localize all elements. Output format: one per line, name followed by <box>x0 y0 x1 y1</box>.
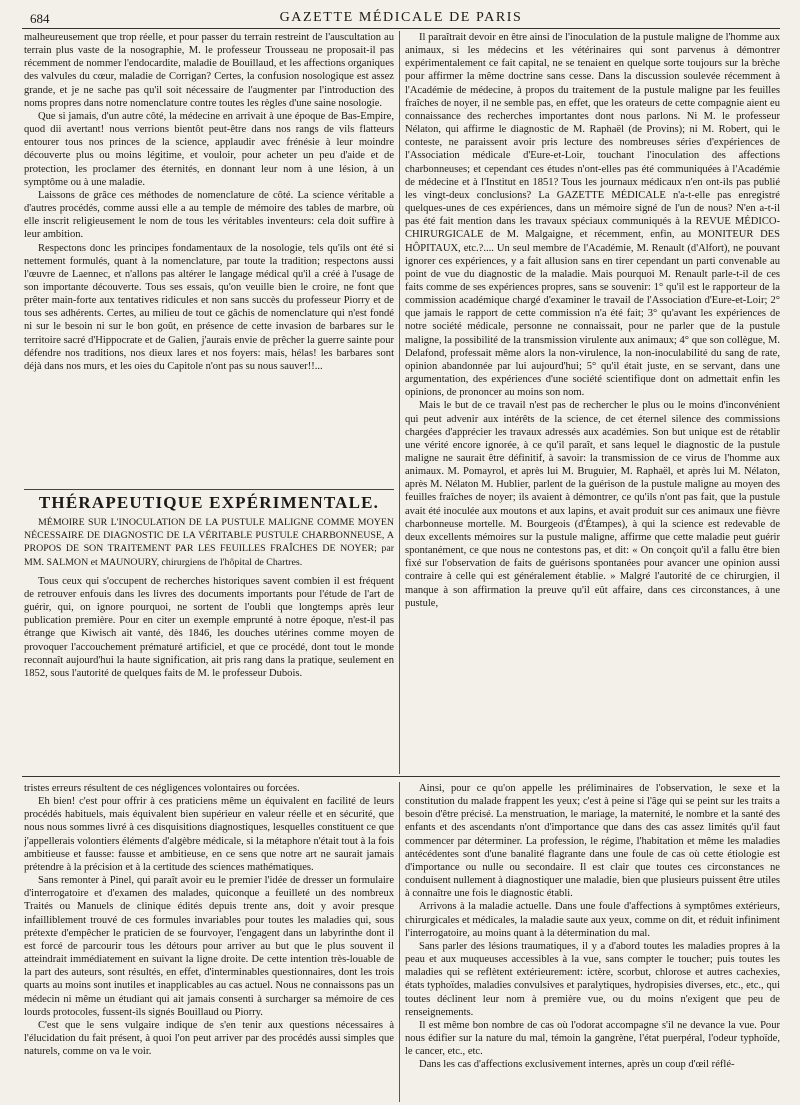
page-header <box>22 6 780 29</box>
section-title: THÉRAPEUTIQUE EXPÉRIMENTALE. <box>38 493 380 512</box>
section-separator <box>24 489 394 490</box>
running-title: GAZETTE MÉDICALE DE PARIS <box>279 10 523 25</box>
paragraph: Tous ceux qui s'occupent de recherches historiques savent combien il est fréquent de retrouver enfouis dans les livres des documents importants pour l'étude de l'art de guérir, qui, on ignore pourquoi, ne sortent de l'oubli que longtemps après leur publication première. Pour en citer un exemple emprunté à notre époque, n'est-il pas étrange que Kiwisch ait vanté, dès 1846, les douches utérines comme moyen de provoquer l'accouchement prématuré artificiel, et que ce procédé, dont tout le monde reconnaît aujourd'hui la haute signification, ait pris rang dans la pratique, seulement en 1852, sous l'autorité de quelques faits de M. le professeur Dubois. <box>24 575 394 679</box>
paragraph: Que si jamais, d'un autre côté, la médecine en arrivait à une époque de Bas-Empire, quod dii avertant! nous verrions bientôt peut-être dans nos rangs de vils flatteurs entourer tous nos princes de la science, applaudir avec frénésie à leur moindre découverte plus ou moins légitime, et vouloir, pour acheter un peu d'aide et de protection, les proclamer des éternités, en donnant leur nom à une lésion, à un symptôme ou à une maladie. <box>24 110 394 188</box>
paragraph: Mais le but de ce travail n'est pas de rechercher le plus ou le moins d'inconvénient qui peut advenir aux intérêts de la science, de cet éternel silence des commissions chargées d'apprécier les travaux adressés aux académies. Son but unique est de rétablir une vérité encore ignorée, à ce qu'il paraît, et sans lequel le diagnostic de la pustule maligne ne saurait être définitif, à savoir: la transmission de ce virus de l'homme aux animaux. M. Pomayrol, et après lui M. Bruguier, M. Raphaël, et après lui M. Nélaton, après M. Nélaton M. Hublier, parlent de la guérison de la pustule maligne au moyen des feuilles fraîches de noyer; ils avaient à démontrer, ce qu'ils n'ont pas fait, que la pustule avait été inoculée aux moutons et aux lapins, et avait produit sur ces animaux une fièvre charbonneuse mortelle. M. Bourgeois (d'Étampes), à qui la science est redevable de deux excellents mémoires sur la pustule maligne, affirme que cette maladie peut guérir spontanément, ce que nous ne contestons pas, et dit: « On conçoit qu'il a fallu être bien fixé sur l'observation de faits de guérisons spontanées pour avancer une opinion aussi contraire à celle qui est généralement établie. » Malgré l'autorité de ce chirurgien, il manque à son affirmation la preuve qu'il eût affaire, dans ces circonstances, à une pustule, <box>405 400 780 609</box>
column-divider <box>399 782 400 1102</box>
page-horizontal-rule <box>22 776 780 777</box>
paragraph: Arrivons à la maladie actuelle. Dans une foule d'affections à symptômes extérieurs, chirurgicales et médicales, la maladie saute aux yeux, comme on dit, et réduit infiniment l'interrogatoire, au moins quant à la détermination du mal. <box>405 901 780 939</box>
paragraph: tristes erreurs résultent de ces négligences volontaires ou forcées. <box>24 783 300 794</box>
column-upper-right <box>405 31 780 774</box>
page-number: 684 <box>30 11 50 26</box>
paragraph: Laissons de grâce ces méthodes de nomenclature de côté. La science véritable a d'autres procédés, comme aussi elle a au temple de mémoire des tables de marbre, où elle inscrit religieusement le nom de tous les véritables inventeurs: cela doit suffire à leur ambition. <box>24 189 394 241</box>
paragraph: Il paraîtrait devoir en être ainsi de l'inoculation de la pustule maligne de l'homme aux animaux, si les médecins et les vétérinaires qui sont parvenus à démontrer expérimentalement ce fait capital, ne se tenaient en quelque sorte toujours sur la brèche pour affirmer la même doctrine sans cesse. Dans la discussion soulevée récemment à l'Académie de médecine, à propos du traitement de la pustule maligne par les feuilles fraîches de noyer, il ne semble pas, en effet, que les orateurs de cette compagnie aient eu connaissance des recherches importantes dont nous parlons. Ni M. le professeur Nélaton, qui affirme le diagnostic de M. Raphaël (de Provins); ni M. Robert, qui le conteste, ne paraissent avoir pris lecture des nombreuses séries d'expériences de l'Association médicale d'Eure-et-Loir, touchant l'inoculation des affections charbonneuses; et cependant ces études n'ont-elles pas été communiquées à l'Académie de médecine et à l'Institut en 1851? Tous les journaux médicaux n'en ont-ils pas publié les vingt-deux conclusions? La GAZETTE MÉDICALE n'a-t-elle pas enregistré quelques-unes de ces expériences, dans un mémoire signé de l'un de nous? N'en a-t-il pas été fait mention dans les travaux spéciaux communiqués à la REVUE MÉDICO-CHIRURGICALE de M. Malgaigne, et récemment, enfin, au MONITEUR DES HÔPITAUX, etc.?.... Un seul membre de l'Académie, M. Renault (d'Alfort), ne pouvant ignorer ces expériences, y a fait allusion sans en tirer cependant un parti convenable au point de vue du diagnostic de la maladie. Mais pourquoi M. Renault parle-t-il de ces faits comme de ses expériences propres, sans se souvenir: 1° qu'il est le rapporteur de la commission académique chargé d'examiner le travail de l'Association d'Eure-et-Loir; 2° que jamais le rapport de cette commission n'a été fait; 3° qu'avant les expériences de notre société médicale, personne ne connaissait, pour ne parler que de la pustule maligne, la possibilité de la transmission virulente aux animaux; 4° que son collègue, M. Delafond, professait même alors la non-virulence, la non-inoculabilité du sang de rate, opinion abandonnée par lui aujourd'hui; 5° qu'il était juste, en se servant, dans une argumentation, des expériences d'une société scientifique dont on admettait enfin les opinions, de prononcer au moins son nom. <box>405 32 780 399</box>
paragraph: Sans parler des lésions traumatiques, il y a d'abord toutes les maladies propres à la peau et aux muqueuses accessibles à la vue, sans compter le toucher; puis toutes les maladies qui se reflètent extérieurement: ictère, scorbut, chlorose et autres cachexies, états typhoïdes, maladies convulsives et paralytiques, hydropisies diverses, etc., etc., qui toutes déclinent leur nom à première vue, ou du moins n'exigent que peu de renseignements. <box>405 940 780 1018</box>
paragraph: Ainsi, pour ce qu'on appelle les préliminaires de l'observation, le sexe et la constitution du malade frappent les yeux; c'est à peine si l'âge qui se peint sur les traits a besoin d'être précisé. La menstruation, le mariage, la maternité, le nombre et la santé des enfants et des ascendants n'ont d'importance que dans des cas assez limités qu'il faut commencer par déterminer. La profession, le régime, l'habitation et même les maladies antécédentes sont d'une banalité flagrante dans une foule de cas où cette étiologie est d'importance ou nulle ou secondaire. Il est clair que toutes ces circonstances ne conduisent nullement à diagnostiquer une maladie, bien que plusieurs puissent être utiles à connaître une fois le diagnostic établi. <box>405 783 780 900</box>
column-lower-left <box>24 782 394 1102</box>
column-therapy <box>24 516 394 774</box>
paragraph: Eh bien! c'est pour offrir à ces praticiens même un équivalent en facilité de leurs procédés habituels, mais équivalent bien supérieur en valeur réelle et en sécurité, que nous nous sommes livré à ces disquisitions diagnostiques, lesquelles constituent ce que j'appellerais volontiers éléments d'algèbre médicale, si la métaphore n'était tout à la fois ambitieuse et fausse: fausse et ambitieuse, en ce sens que notre art ne saurait jamais prétendre à la précision et à la certitude des sciences mathématiques. <box>24 796 394 873</box>
paragraph: Sans remonter à Pinel, qui paraît avoir eu le premier l'idée de dresser un formulaire d'interrogatoire et d'examen des malades, quiconque a feuilleté un des nombreux Traités ou Manuels de clinique édités depuis trente ans, doit y avoir presque infailliblement trouvé de ces formules invariables pour toutes les maladies qui, sous prétexte d'empêcher le praticien de se fourvoyer, l'engagent dans un labyrinthe dont il est forcé de parcourir tous les détours pour arriver au but que le plus souvent il atteindrait immédiatement en suivant la ligne droite. De cette intention très-louable de la part des auteurs, sont résultés, en effet, d'interminables questionnaires, dont les trois quarts au moins sont inutiles et inapplicables au cas actuel. Nous ne connaissons pas un médecin ni même un étudiant qui ait jamais consenti à surcharger sa mémoire de ces lourds protocoles, fussent-ils signés Bouillaud ou Piorry. <box>24 875 394 1018</box>
paragraph: Dans les cas d'affections exclusivement internes, après un coup d'œil réflé- <box>419 1059 735 1071</box>
column-upper-left <box>24 31 394 483</box>
column-divider <box>399 31 400 774</box>
paragraph: C'est que le sens vulgaire indique de s'en tenir aux questions nécessaires à l'élucidation du fait présent, à quoi l'on peut arriver par des procédés aussi simples que naturels, comme on va le voir. <box>24 1019 394 1058</box>
paragraph: malheureusement que trop réelle, et pour passer du terrain restreint de l'auscultation au terrain plus vaste de la nosographie, M. le professeur Trousseau ne proposait-il pas récemment de nommer l'endocardite, maladie de Bouillaud, et les affections organiques des valvules du cœur, maladie de Corrigan? Certes, la confusion nosologique est assez grande, et je ne sache pas qu'il soit nécessaire de l'augmenter par l'introduction des noms propres dans notre nomenclature contre toutes les règles d'une saine nosologie. <box>24 32 394 109</box>
paragraph: Il est même bon nombre de cas où l'odorat accompagne s'il ne devance la vue. Pour nous édifier sur la nature du mal, témoin la gangrène, l'état puerpéral, l'odeur typhoïde, le cancer, etc., etc. <box>405 1019 780 1058</box>
paragraph: Respectons donc les principes fondamentaux de la nosologie, tels qu'ils ont été si nettement formulés, quant à la nomenclature, par toute la tradition; respectons aussi l'œuvre de Laennec, et n'allons pas altérer le langage médical qu'il a créé à l'usage de son importante découverte. Tous ses essais, qu'on veuille bien le croire, ne font que prêter main-forte aux tentatives ridicules et non sans succès du professeur Piorry et de tous ses adhérents. Certes, au milieu de tout ce gâchis de nomenclature qui n'est fondé ni sur le besoin ni sur le bon goût, en présence de cette invasion de barbares sur le territoire sacré d'Hippocrate et de Galien, j'aurais envie de prêcher la guerre sainte pour défendre nos traditions, nos dieux lares et nos foyers: mais, hélas! les barbares sont déjà dans nos murs, et les oies du Capitole n'ont pas su nous sauver!!... <box>24 242 394 372</box>
column-lower-right <box>405 782 780 1102</box>
memoire-title: MÉMOIRE SUR L'INOCULATION DE LA PUSTULE MALIGNE COMME MOYEN NÉCESSAIRE DE DIAGNOSTIC DE LA VÉRITABLE PUSTULE CHARBONNEUSE, A PROPOS DE SON TRAITEMENT PAR LES FEUILLES FRAÎCHES DE NOYER; par MM. SALMON et MAUNOURY, chirurgiens de l'hôpital de Chartres. <box>24 517 394 568</box>
